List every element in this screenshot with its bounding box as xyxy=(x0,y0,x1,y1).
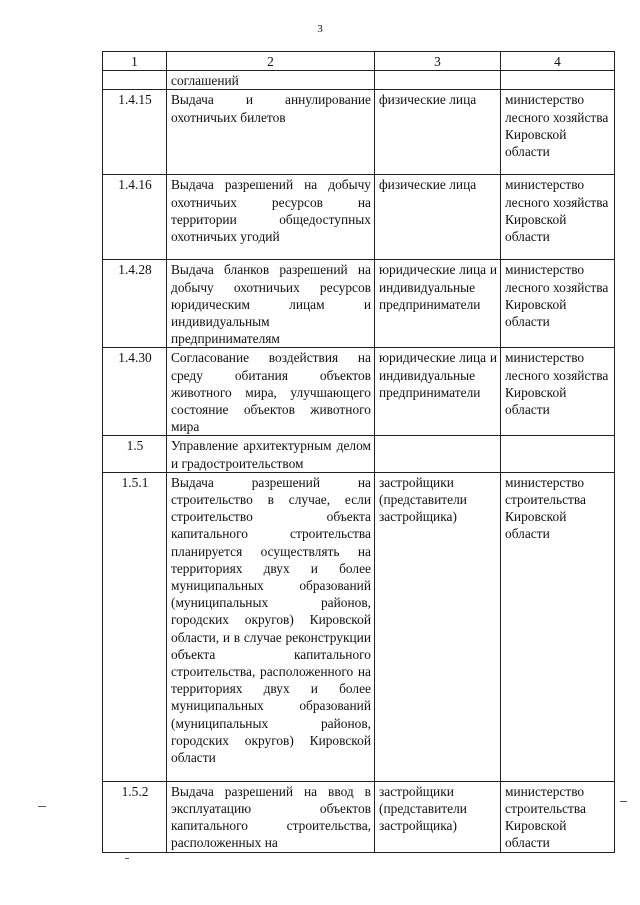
row-number: 1.4.15 xyxy=(103,90,167,175)
applicant: застройщики (представители застройщика) xyxy=(375,781,501,852)
service-name: Выдача разрешений на добычу охотничьих ресурсов на территории общедоступных охотничьих угодий xyxy=(167,175,375,260)
column-header: 3 xyxy=(375,52,501,71)
table-row xyxy=(103,90,615,175)
table-row xyxy=(103,436,615,472)
service-name: Выдача разрешений на строительство в случае, если строительство объекта капитального строительства планируется осуществлять на территориях двух и более муниципальных образований (муниципальных районов, городских округов) Кировской области, и в случае реконструкции объекта капитального строительства, расположенного на территориях двух и более муниципальных образований (муниципальных районов, городских округов) Кировской области xyxy=(167,472,375,781)
table-header-row xyxy=(103,52,615,71)
authority xyxy=(501,71,615,90)
authority xyxy=(501,436,615,472)
scan-mark xyxy=(125,858,129,859)
table-row xyxy=(103,472,615,781)
services-table xyxy=(102,51,615,853)
applicant: физические лица xyxy=(375,90,501,175)
authority: министерство лесного хозяйства Кировской области xyxy=(501,348,615,436)
scan-mark xyxy=(620,801,627,802)
applicant: физические лица xyxy=(375,175,501,260)
row-number: 1.4.28 xyxy=(103,260,167,348)
row-number: 1.5 xyxy=(103,436,167,472)
table-row xyxy=(103,260,615,348)
authority: министерство лесного хозяйства Кировской области xyxy=(501,90,615,175)
row-number: 1.4.16 xyxy=(103,175,167,260)
table-row xyxy=(103,175,615,260)
row-number xyxy=(103,71,167,90)
page-number: 3 xyxy=(317,23,323,35)
column-header: 4 xyxy=(501,52,615,71)
authority: министерство строительства Кировской области xyxy=(501,781,615,852)
service-name: Выдача и аннулирование охотничьих билетов xyxy=(167,90,375,175)
authority: министерство лесного хозяйства Кировской области xyxy=(501,175,615,260)
service-name: Выдача разрешений на ввод в эксплуатацию объектов капитального строительства, расположенных на xyxy=(167,781,375,852)
applicant: юридические лица и индивидуальные предприниматели xyxy=(375,260,501,348)
row-number: 1.4.30 xyxy=(103,348,167,436)
table-row xyxy=(103,781,615,852)
column-header: 1 xyxy=(103,52,167,71)
service-name: соглашений xyxy=(167,71,375,90)
column-header: 2 xyxy=(167,52,375,71)
authority: министерство строительства Кировской области xyxy=(501,472,615,781)
table-row xyxy=(103,71,615,90)
applicant xyxy=(375,436,501,472)
row-number: 1.5.1 xyxy=(103,472,167,781)
table-row xyxy=(103,348,615,436)
service-name: Управление архитектурным делом и градостроительством xyxy=(167,436,375,472)
row-number: 1.5.2 xyxy=(103,781,167,852)
applicant xyxy=(375,71,501,90)
scan-mark xyxy=(38,806,46,807)
applicant: застройщики (представители застройщика) xyxy=(375,472,501,781)
service-name: Согласование воздействия на среду обитания объектов животного мира, улучшающего состояние объектов животного мира xyxy=(167,348,375,436)
authority: министерство лесного хозяйства Кировской области xyxy=(501,260,615,348)
applicant: юридические лица и индивидуальные предприниматели xyxy=(375,348,501,436)
service-name: Выдача бланков разрешений на добычу охотничьих ресурсов юридическим лицам и индивидуальным предпринимателям xyxy=(167,260,375,348)
